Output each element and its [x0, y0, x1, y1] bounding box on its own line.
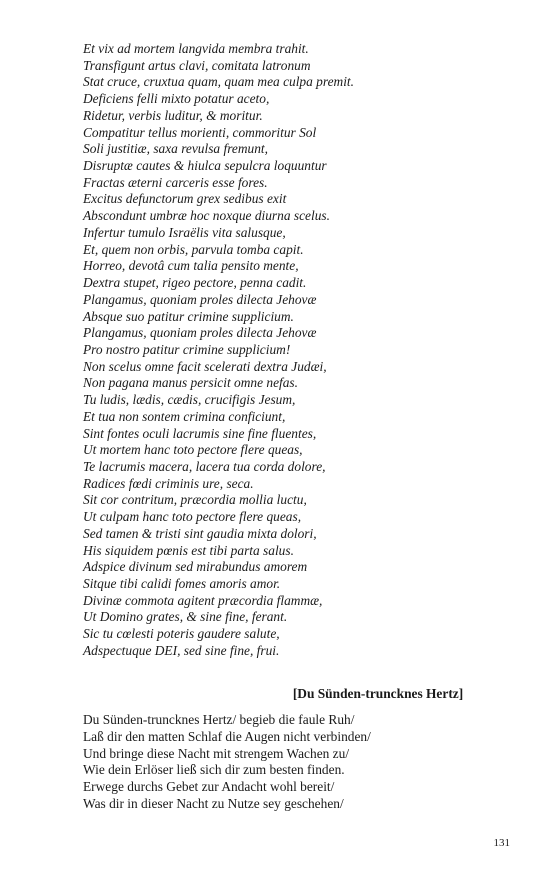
german-verse-line: Was dir in dieser Nacht zu Nutze sey geschehen/	[83, 795, 344, 811]
latin-verse-line: Disruptæ cautes & hiulca sepulcra loquuntur	[83, 158, 327, 174]
latin-verse-line: Absque suo patitur crimine supplicium.	[83, 308, 294, 324]
german-verse-line: Erwege durchs Gebet zur Andacht wohl bereit/	[83, 779, 335, 795]
latin-verse-line: Ut mortem hanc toto pectore flere queas,	[83, 442, 303, 458]
latin-verse-line: Plangamus, quoniam proles dilecta Jehovæ	[83, 291, 317, 307]
german-verse-line: Du Sünden-truncknes Hertz/ begieb die faule Ruh/	[83, 712, 355, 727]
latin-verse-line: Sitque tibi calidi fomes amoris amor.	[83, 576, 281, 591]
latin-verse-line: Tu ludis, lædis, cædis, crucifigis Jesum,	[83, 392, 296, 408]
latin-verse-line: Divinæ commota agitent præcordia flammæ,	[83, 592, 323, 608]
latin-verse-line: Fractas æterni carceris esse fores.	[83, 174, 268, 190]
latin-verse-line: Sic tu cœlesti poteris gaudere salute,	[83, 626, 280, 642]
german-verse-line: Wie dein Erlöser ließ sich dir zum besten finden.	[83, 762, 345, 778]
latin-verse-line: Et vix ad mortem langvida membra trahit.	[83, 41, 309, 56]
latin-verse-line: Et tua non sontem crimina conficiunt,	[83, 408, 286, 424]
latin-verse-line: Horreo, devotâ cum talia pensito mente,	[83, 258, 299, 274]
latin-poem	[83, 41, 523, 660]
latin-verse-line: Adspectuque DEI, sed sine fine, frui.	[83, 642, 280, 658]
latin-verse-line: Ut culpam hanc toto pectore flere queas,	[83, 509, 302, 525]
german-poem	[83, 712, 523, 813]
latin-verse-line: Dextra stupet, rigeo pectore, penna cadit.	[83, 275, 307, 291]
latin-verse-line: Non scelus omne facit scelerati dextra Judæi,	[83, 358, 327, 374]
latin-verse-line: Compatitur tellus morienti, commoritur Sol	[83, 124, 317, 140]
latin-verse-line: Ridetur, verbis luditur, & moritur.	[83, 107, 263, 123]
page-number: 131	[493, 837, 510, 849]
latin-verse-line: Pro nostro patitur crimine supplicium!	[83, 341, 291, 357]
latin-verse-line: Non pagana manus persicit omne nefas.	[83, 375, 298, 391]
latin-verse-line: His siquidem pœnis est tibi parta salus.	[83, 542, 294, 558]
latin-verse-line: Stat cruce, cruxtua quam, quam mea culpa premit.	[83, 74, 354, 90]
german-verse-line: Laß dir den matten Schlaf die Augen nicht verbinden/	[83, 728, 371, 744]
latin-verse-line: Transfigunt artus clavi, comitata latronum	[83, 57, 311, 73]
latin-verse-line: Plangamus, quoniam proles dilecta Jehovæ	[83, 325, 317, 341]
latin-verse-line: Infertur tumulo Israëlis vita salusque,	[83, 224, 286, 240]
poem-heading: [Du Sünden-truncknes Hertz]	[292, 686, 464, 701]
latin-verse-line: Abscondunt umbræ hoc noxque diurna scelus.	[83, 208, 330, 224]
latin-verse-line: Soli justitiæ, saxa revulsa fremunt,	[83, 141, 268, 157]
latin-verse-line: Et, quem non orbis, parvula tomba capit.	[83, 241, 304, 257]
latin-verse-line: Sit cor contritum, præcordia mollia luctu,	[83, 492, 307, 508]
latin-verse-line: Sed tamen & tristi sint gaudia mixta dolori,	[83, 525, 317, 541]
latin-verse-line: Adspice divinum sed mirabundus amorem	[83, 559, 308, 575]
latin-verse-line: Deficiens felli mixto potatur aceto,	[83, 91, 270, 107]
latin-verse-line: Sint fontes oculi lacrumis sine fine fluentes,	[83, 425, 317, 441]
latin-verse-line: Te lacrumis macera, lacera tua corda dolore,	[83, 458, 326, 474]
german-verse-line: Und bringe diese Nacht mit strengem Wachen zu/	[83, 745, 350, 761]
latin-verse-line: Radices fœdi criminis ure, seca.	[83, 475, 254, 491]
latin-verse-line: Excitus defunctorum grex sedibus exit	[83, 191, 287, 207]
latin-verse-line: Ut Domino grates, & sine fine, ferant.	[83, 609, 288, 625]
